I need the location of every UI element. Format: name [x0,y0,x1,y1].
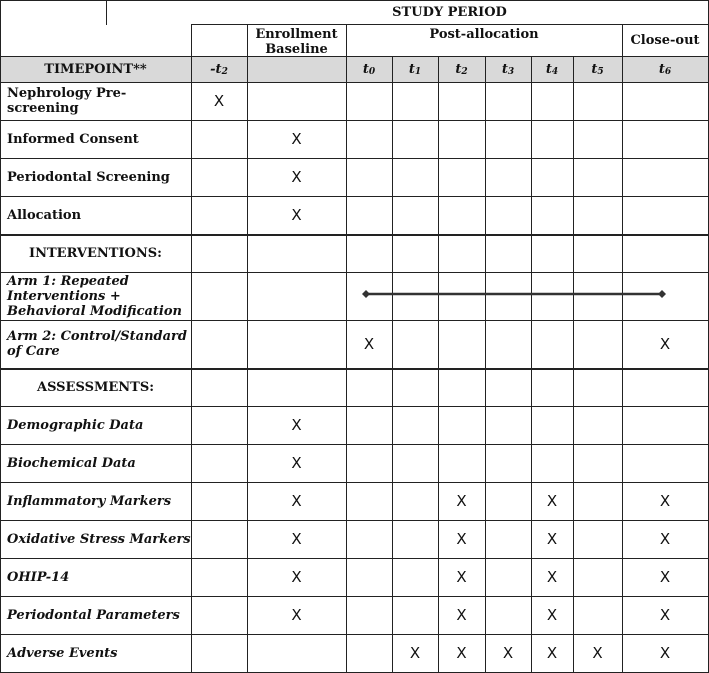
row-label-3: Allocation [7,207,82,223]
timepoint-base: t [455,61,462,77]
interventions.arm2-mark-2: X [363,334,375,353]
assessments.rows.2-mark-8: X [659,491,671,510]
assessments.rows.5-mark-4: X [456,605,467,624]
assessments.rows.3-mark-1: X [291,529,302,548]
timepoint-sub: 2 [221,66,228,77]
timepoint-sub: 2 [461,66,468,77]
timepoint-sub: 3 [507,66,515,77]
assessments.rows.4-mark-6: X [546,567,558,586]
assessment-label-1: Biochemical Data [7,455,136,471]
assessments.rows.5-mark-8: X [659,605,671,624]
enrollment-label: Enrollment [255,26,338,42]
study-period-header: STUDY PERIOD [392,4,507,20]
timepoint-base: t [658,61,665,77]
assessment-label-4: OHIP-14 [7,569,70,585]
assessment-label-6: Adverse Events [7,645,118,661]
assessment-label-2: Inflammatory Markers [7,493,172,509]
timepoint-sub: 4 [551,66,559,77]
assessments.rows.6-mark-4: X [456,643,467,662]
row-label-0: Nephrology Pre-screening [7,86,127,116]
assessments.rows.3-mark-4: X [456,529,467,548]
enrollment_rows.2-mark-1: X [291,167,302,186]
assessments.rows.6-mark-5: X [502,643,514,662]
assessments.rows.2-mark-1: X [291,491,302,510]
assessments.rows.5-mark-6: X [546,605,558,624]
timepoint-label: TIMEPOINT** [44,61,147,77]
row-label-2: Periodontal Screening [7,169,170,185]
timepoint-sub: 0 [368,66,376,77]
assessments.rows.4-mark-1: X [291,567,302,586]
assessments.rows.6-mark-3: X [409,643,421,662]
timepoint-base: t [362,61,369,77]
timepoint-base: -t [210,61,222,77]
timepoint-sub: 6 [664,66,672,77]
assessments.rows.0-mark-1: X [291,415,302,434]
baseline-label: Baseline [265,41,328,56]
timepoint-sub: 1 [414,66,422,77]
assessments.rows.6-mark-7: X [592,643,603,662]
assessments.rows.2-mark-4: X [456,491,467,510]
timepoint-base: t [591,61,598,77]
assessments.rows.6-mark-8: X [659,643,671,662]
assessments-heading: ASSESSMENTS: [36,379,155,395]
assessments.rows.3-mark-6: X [546,529,558,548]
arm2-label: Arm 2: Control/Standard of Care [7,329,187,359]
assessments.rows.2-mark-6: X [546,491,558,510]
close-out-header: Close-out [630,32,700,48]
assessments.rows.5-mark-1: X [291,605,302,624]
timepoint-sub: 5 [597,66,604,77]
assessments.rows.6-mark-6: X [546,643,558,662]
interventions.arm2-mark-8: X [659,334,671,353]
assessment-label-3: Oxidative Stress Markers [7,531,191,547]
timepoint-base: t [501,61,508,77]
arm1-label: Arm 1: Repeated Interventions + Behavioral Modification [7,273,182,319]
arm1-end-marker [658,290,666,298]
enrollment_rows.0-mark-0: X [213,91,225,110]
row-label-1: Informed Consent [7,131,139,147]
assessment-label-0: Demographic Data [7,417,144,433]
interventions-heading: INTERVENTIONS: [29,245,162,261]
assessments.rows.4-mark-8: X [659,567,671,586]
enrollment_rows.1-mark-1: X [291,129,302,148]
enrollment_rows.3-mark-1: X [291,205,302,224]
assessment-label-5: Periodontal Parameters [7,607,180,623]
arm1-start-marker [362,290,370,298]
post-allocation-header: Post-allocation [429,27,539,42]
timepoint-base: t [545,61,552,77]
assessments.rows.4-mark-4: X [456,567,467,586]
assessments.rows.3-mark-8: X [659,529,671,548]
assessments.rows.1-mark-1: X [291,453,302,472]
timepoint-base: t [408,61,415,77]
